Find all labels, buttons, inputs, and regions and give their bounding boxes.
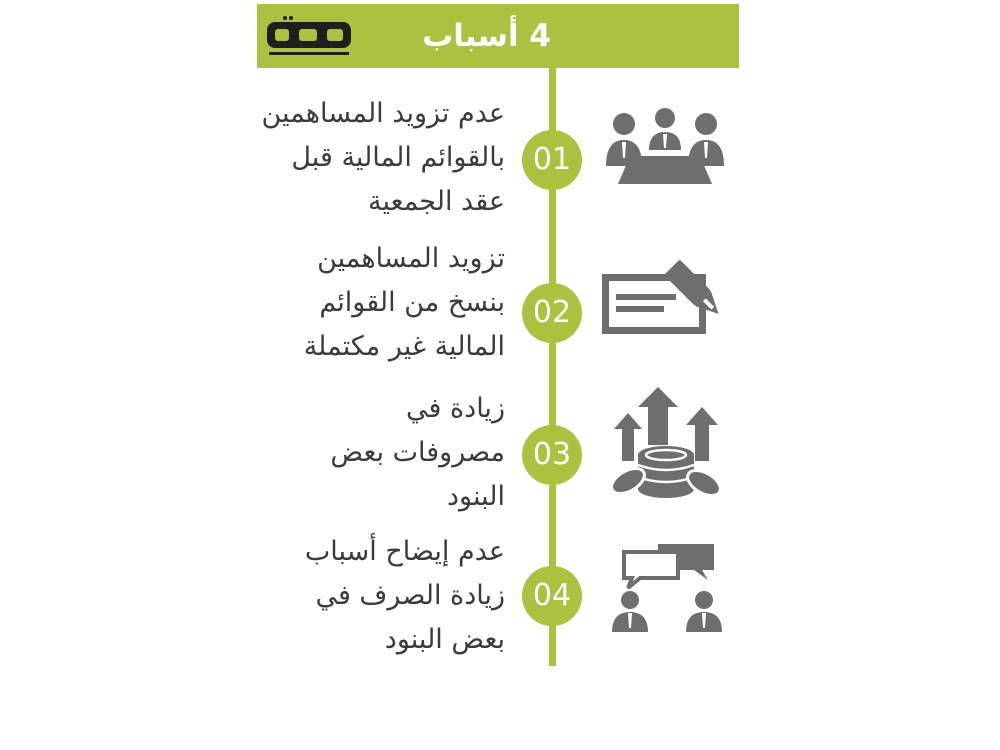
reason-2-number: 02 [522, 283, 582, 343]
signing-check-pen-icon [598, 252, 732, 338]
coins-rising-arrows-icon [606, 385, 728, 501]
page-title: 4 أسباب [422, 18, 551, 54]
reason-4-number: 04 [522, 566, 582, 626]
people-conversation-icon [606, 540, 728, 632]
header-bar [257, 4, 739, 68]
meeting-people-icon [600, 104, 730, 188]
reason-4-text: عدم إيضاح أسباب زيادة الصرف في بعض البنود [304, 536, 505, 655]
reason-1-number: 01 [522, 130, 582, 190]
reason-1-text: عدم تزويد المساهمين بالقوائم المالية قبل عقد الجمعية [261, 98, 505, 217]
makkah-newspaper-logo [265, 12, 353, 62]
reason-3-number: 03 [522, 425, 582, 485]
reason-2-text: تزويد المساهمين بنسخ من القوائم المالية غير مكتملة [303, 243, 505, 362]
reason-3-text: زيادة في مصروفات بعض البنود [330, 393, 505, 512]
